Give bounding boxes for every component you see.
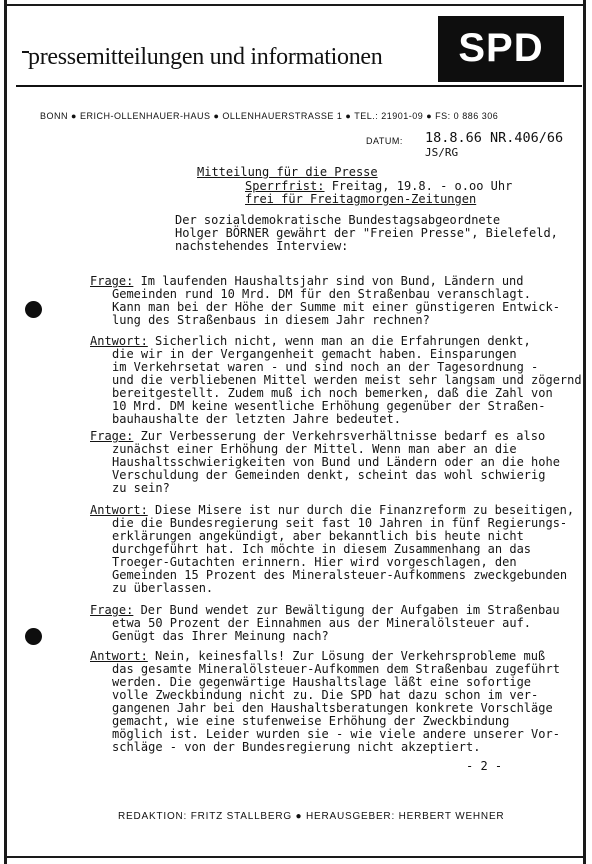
answer-label: Antwort: — [90, 503, 148, 517]
question-line: Frage: Im laufenden Haushaltsjahr sind von Bund, Ländern und — [90, 274, 524, 288]
answer-line: bauhaushalte der letzten Jahre bedeutet. — [112, 412, 401, 426]
freigabe-line: frei für Freitagmorgen-Zeitungen — [245, 192, 477, 206]
question-line: Frage: Der Bund wendet zur Bewältigung der Aufgaben im Straßenbau — [90, 603, 560, 617]
answer-line: möglich ist. Leider wurden sie - wie viele andere unserer Vor- — [112, 727, 560, 741]
question-label: Frage: — [90, 274, 134, 288]
answer-line: die wir in der Vergangenheit gemacht haben. Einsparungen — [112, 347, 517, 361]
answer-line: zu überlassen. — [112, 581, 214, 595]
answer-line: Antwort: Diese Misere ist nur durch die Finanzreform zu beseitigen, — [90, 503, 575, 517]
punch-hole-mark — [25, 628, 42, 645]
answer-line: Gemeinden 15 Prozent des Mineralsteuer-Aufkommens zweckgebunden — [112, 568, 568, 582]
datum-label: DATUM: — [366, 136, 403, 146]
answer-line: Troeger-Gutachten erinnern. Hier wird vorgeschlagen, den — [112, 555, 517, 569]
answer-line: die die Bundesregierung seit fast 10 Jahren in fünf Regierungs- — [112, 516, 568, 530]
page-number: - 2 - — [466, 759, 503, 773]
answer-line: durchgeführt hat. Ich möchte in diesem Zusammenhang an das — [112, 542, 532, 556]
spd-logo-text: SPD — [458, 26, 544, 70]
page-border-left — [4, 0, 7, 864]
answer-line: im Verkehrsetat waren - und sind noch an der Tagesordnung - — [112, 360, 539, 374]
page-border-top — [4, 4, 586, 6]
masthead-title: pressemitteilungen und informationen — [28, 44, 383, 70]
question-label: Frage: — [90, 603, 134, 617]
spd-logo — [438, 16, 564, 82]
answer-label: Antwort: — [90, 334, 148, 348]
punch-hole-mark — [25, 301, 42, 318]
question-line: etwa 50 Prozent der Einnahmen aus der Mineralölsteuer auf. — [112, 616, 532, 630]
question-line: Haushaltsschwierigkeiten von Bund und Ländern oder an die hohe — [112, 455, 560, 469]
page-border-right — [583, 0, 586, 864]
answer-line: gemacht, wie eine stufenweise Erhöhung der Zweckbindung — [112, 714, 510, 728]
answer-line: 10 Mrd. DM keine wesentliche Erhöhung gegenüber der Straßen- — [112, 399, 546, 413]
question-line: zu sein? — [112, 481, 170, 495]
question-line: Verschuldung der Gemeinden denkt, scheint das wohl schwierig — [112, 468, 546, 482]
question-line: Gemeinden rund 10 Mrd. DM für den Straßenbau veranschlagt. — [112, 287, 532, 301]
answer-line: gangenen Jahr bei den Haushaltsberatungen konkrete Vorschläge — [112, 701, 553, 715]
answer-line: Antwort: Nein, keinesfalls! Zur Lösung der Verkehrsprobleme muß — [90, 649, 546, 663]
answer-line: Antwort: Sicherlich nicht, wenn man an die Erfahrungen denkt, — [90, 334, 531, 348]
sperrfrist-value: Freitag, 19.8. - o.oo Uhr — [324, 179, 513, 193]
masthead-rule — [16, 85, 582, 87]
page-border-bottom — [4, 856, 586, 858]
answer-line: das gesamte Mineralölsteuer-Aufkommen dem Straßenbau zugeführt — [112, 662, 560, 676]
answer-line: erklärungen angekündigt, aber bekanntlich bis heute nicht — [112, 529, 524, 543]
intro-line: Holger BÖRNER gewährt der "Freien Presse", Bielefeld, — [175, 226, 558, 240]
answer-line: volle Zweckbindung nicht zu. Die SPD hat dazu schon im ver- — [112, 688, 539, 702]
question-line: lung des Straßenbaus in diesem Jahr rechnen? — [112, 313, 430, 327]
question-line: Kann man bei der Höhe der Summe mit einer günstigeren Entwick- — [112, 300, 560, 314]
footer-credits: REDAKTION: FRITZ STALLBERG ● HERAUSGEBER: HERBERT WEHNER — [118, 811, 505, 822]
answer-line: schläge - von der Bundesregierung nicht akzeptiert. — [112, 740, 481, 754]
address-line: BONN ● ERICH-OLLENHAUER-HAUS ● OLLENHAUERSTRASSE 1 ● TEL.: 21901-09 ● FS: 0 886 306 — [40, 111, 499, 121]
question-line: zunächst einer Erhöhung der Mittel. Wenn man aber an die — [112, 442, 517, 456]
datum-value: 18.8.66 NR.406/66 — [425, 130, 564, 146]
sperrfrist-label: Sperrfrist: — [245, 179, 325, 193]
question-line: Genügt das Ihrer Meinung nach? — [112, 629, 329, 643]
intro-line: nachstehendes Interview: — [175, 239, 349, 253]
answer-label: Antwort: — [90, 649, 148, 663]
answer-line: bereitgestellt. Zudem muß ich noch bemerken, daß die Zahl von — [112, 386, 553, 400]
intro-line: Der sozialdemokratische Bundestagsabgeordnete — [175, 213, 501, 227]
notice-heading: Mitteilung für die Presse — [197, 165, 378, 179]
question-label: Frage: — [90, 429, 134, 443]
question-line: Frage: Zur Verbesserung der Verkehrsverhältnisse bedarf es also — [90, 429, 546, 443]
answer-line: werden. Die gegenwärtige Haushaltslage läßt eine sofortige — [112, 675, 532, 689]
answer-line: und die verbliebenen Mittel werden meist sehr langsam und zögernd — [112, 373, 582, 387]
signature-initials: JS/RG — [425, 146, 459, 159]
